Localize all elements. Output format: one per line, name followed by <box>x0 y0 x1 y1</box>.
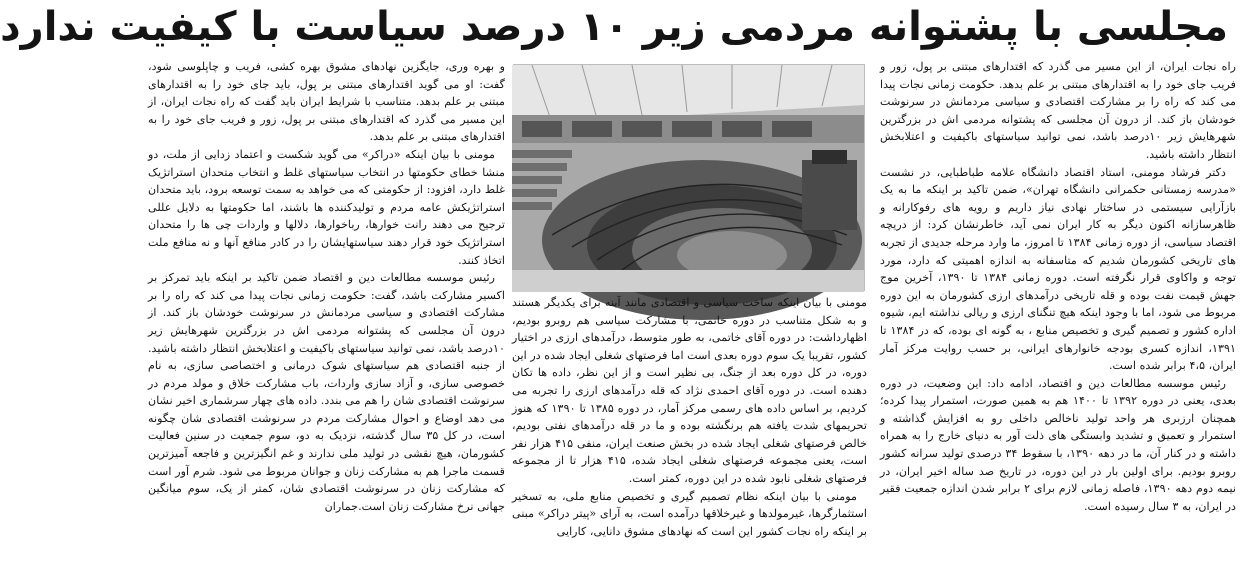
paragraph: دکتر فرشاد مومنی، استاد اقتصاد دانشگاه علامه طباطبایی، در نشست «مدرسه زمستانی حکمرانی دانشگاه تهران»، ضمن تاکید بر اینکه ما به یک بازآرایی سیستمی در ساختار نهادی نیاز داریم و رویه های رفوکارانه و ظاهرسازانه اکنون دیگر به کار ایران نمی آید، خاطرنشان کرد: از دریچه اقتصاد سیاسی، از دوره زمانی ۱۳۸۴ تا امروز، ما وارد مرحله جدیدی از تجربه های تاریخی کشورمان شدیم که متاسفانه به اندازه اهمیتی که دارد، مورد توجه و واکاوی قرار نگرفته است. دوره زمانی ۱۳۸۴ تا ۱۳۹۰، آخرین موج جهش قیمت نفت بوده و قله تاریخی درآمدهای ارزی کشورمان به این دوره مربوط می شود، اما با وجود اینکه هیچ تنگنای ارزی و ریالی نداشته ایم، شیوه اداره کشور و تصمیم گیری و تخصیص منابع ، به گونه ای بوده، که در ۱۳۸۴ تا ۱۳۹۱، اندازه کسری بودجه خانوارهای ایرانی، بر حسب روایت مرکز آمار ایران، ۴،۵ برابر شده است. <box>880 165 1237 373</box>
paragraph: رئیس موسسه مطالعات دین و اقتصاد، ادامه داد: این وضعیت، در دوره بعدی، یعنی در دوره ۱۳۹۲ تا ۱۴۰۰ هم به همین صورت، استمرار پیدا کرده؛ همچنان ارزبری هر واحد تولید ناخالص داخلی رو به افزایش گذاشته و استمرار و تعمیق و تشدید وابستگی های ذلت آور به دنیای خارج را به همراه داشته و در کنار آن، ما در دهه ۱۳۹۰، با سقوط ۳۴ درصدی تولید سرانه کشور روبرو بودیم. برای اولین بار در این دوره، در تاریخ صد ساله اخیر ایران، در نیمه دوم دهه ۱۳۹۰، فاصله زمانی لازم برای ۲ برابر شدن اندازه جمعیت فقیر در ایران، به ۳ سال رسیده است. <box>880 376 1236 513</box>
paragraph: مومنی با بیان اینکه نظام تصمیم گیری و تخصیص منابع ملی، به تسخیر استثمارگرها، غیرمولدها و غیرخلاقها درآمده است، به آرای «پیتر دراکر» مبنی بر اینکه راه نجات کشور این است که نهادهای مشوق دانایی، کارایی <box>512 489 867 538</box>
parliament-hall-image <box>512 65 864 292</box>
article-column-middle <box>512 294 867 587</box>
paragraph: و بهره وری، جایگزین نهادهای مشوق بهره کشی، فریب و چاپلوسی شود، گفت: او می گوید اقتدارهای مبتنی بر پول، باید جای خود را به اقتدارهای مبتنی بر علم بدهد. متناسب با شرایط ایران باید گفت که راه نجات ایران، از این مسیر می گذرد که اقتدارهای مبتنی بر پول، زور و فریب جای خود را به اقتدارهای مبتنی بر علم بدهد. <box>148 60 505 144</box>
article-column-right <box>880 58 1236 587</box>
headline: مجلسی با پشتوانه مردمی زیر ۱۰ درصد سیاست با کیفیت ندارد <box>0 4 1228 50</box>
parliament-hall-photo <box>513 64 865 291</box>
paragraph: رئیس موسسه مطالعات دین و اقتصاد ضمن تاکید بر اینکه باید تمرکز بر اکسیر مشارکت باشد، گفت: حکومت زمانی نجات پیدا می کند که راه را بر مشارکت اقتصادی و سیاسی مردمانش در سرنوشت خودشان باز کند. از درون آن مجلسی که پشتوانه مردمی اش در بزرگترین شهرهایش زیر ۱۰درصد باشد، نمی توانید سیاستهای باکیفیت و اعتلابخش انتظار داشته باشید. از جنبه اقتصادی هم سیاستهای شوک درمانی و اختصاصی سازی، به نام خصوصی سازی، و آزاد سازی واردات، باب مشارکت خلاق و مولد مردم در سرنوشت اقتصادی شان را هم می بندد. داده های چهار سرشماری اخیر نشان می دهد اوضاع و احوال مشارکت مردم در سرنوشت اقتصادی شان چگونه است، در کل ۳۵ سال گذشته، نزدیک به دو، سوم جمعیت در سنین فعالیت کشورمان، هیچ نقشی در تولید ملی ندارند و غم انگیزترین و فاجعه آمیزترین قسمت ماجرا هم به مشارکت زنان و جوانان مربوط می شود. شرم آور است که مشارکت زنان در سرنوشت اقتصادی شان، کمتر از یک، سوم میانگین جهانی نرخ مشارکت زنان است.جماران <box>148 271 505 513</box>
paragraph: مومنی با بیان اینکه «دراکر» می گوید شکست و اعتماد زدایی از ملت، دو منشا خطای حکومتها در انتخاب سیاستهای غلط و انتخاب متحدان استراتژیک غلط دارد، افزود: از حکومتی که می خواهد به سمت توسعه برود، باید متحدان استراتژیکش عامه مردم و تولیدکننده ها باشند، اما حکومتها به دلایل عللی ترجیح می دهند رانت خوارها، رباخوارها، دلالها و واردات چی ها را متحدان استراتژیک خود قرار دهند سیاستهایشان را در کادر منافع آنها و نه منافع ملت اتخاذ کنند. <box>148 147 505 267</box>
paragraph: راه نجات ایران، از این مسیر می گذرد که اقتدارهای مبتنی بر پول، زور و فریب جای خود را به اقتدارهای مبتنی بر علم بدهد. حکومت زمانی نجات پیدا می کند که راه را بر مشارکت اقتصادی و سیاسی مردمانش در سرنوشت خودشان باز کند. از درون آن مجلسی که پشتوانه مردمی اش در بزرگترین شهرهایش زیر ۱۰درصد باشد، نمی توانید سیاستهای باکیفیت و اعتلابخش انتظار داشته باشید. <box>880 60 1236 161</box>
paragraph: مومنی با بیان اینکه ساخت سیاسی و اقتصادی مانند آینه برای یکدیگر هستند و به شکل متناسب در دوره خاتمی، با مشارکت سیاسی هم روبرو بودیم، اظهارداشت: در دوره آقای خاتمی، به طور متوسط، درآمدهای ارزی در اختیار کشور، تقریبا یک سوم دوره بعدی است اما فرصتهای شغلی ایجاد شده در این دوره، در کل دوره بعد از جنگ، بی نظیر است و از این نظر، داده ها تکان دهنده است. در دوره آقای احمدی نژاد که قله درآمدهای ارزی را تجربه می کردیم، بر اساس داده های رسمی مرکز آمار، در دوره ۱۳۸۵ تا ۱۳۹۰ که هنوز تحریمهای شدت یافته هم برنگشته بوده و ما در قله درآمدهای نفتی بودیم، خالص فرصتهای شغلی ایجاد شده در بخش صنعت ایران، منفی ۴۱۵ هزار نفر است، یعنی مجموعه فرصتهای شغلی ایجاد شده، ۴۱۵ هزار تا از مجموعه فرصتهای شغلی نابود شده در این دوره، کمتر است. <box>512 296 868 485</box>
article-column-left <box>148 58 505 587</box>
